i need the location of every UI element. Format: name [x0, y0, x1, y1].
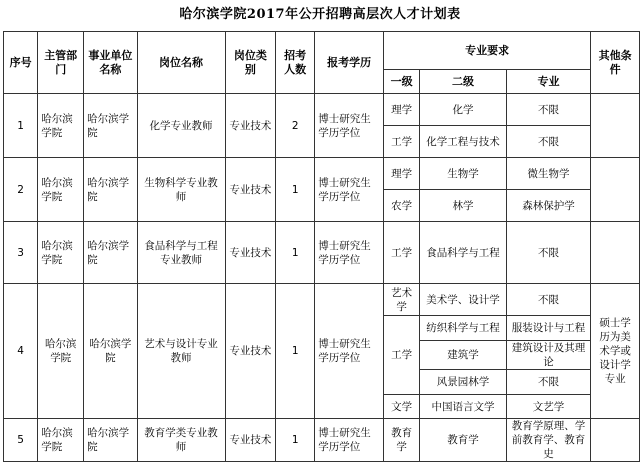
cell-major: 教育学原理、学前教育学、教育史	[506, 419, 591, 462]
header-category: 岗位类别	[225, 32, 276, 94]
cell-level2: 建筑学	[420, 341, 506, 370]
cell-seq: 5	[4, 419, 38, 462]
header-other: 其他条件	[591, 32, 640, 94]
header-unit: 事业单位名称	[84, 32, 137, 94]
cell-seq: 1	[4, 94, 38, 158]
cell-dept: 哈尔滨学院	[38, 419, 84, 462]
cell-count: 1	[276, 222, 315, 284]
cell-other	[591, 419, 640, 462]
header-seq: 序号	[4, 32, 38, 94]
cell-level1: 农学	[384, 190, 420, 222]
header-count: 招考人数	[276, 32, 315, 94]
cell-level2: 中国语言文学	[420, 395, 506, 419]
cell-education: 博士研究生学历学位	[315, 419, 384, 462]
cell-count: 1	[276, 284, 315, 419]
table-row	[4, 419, 640, 462]
table-row	[4, 222, 640, 284]
cell-unit: 哈尔滨学院	[84, 222, 137, 284]
cell-level2: 教育学	[420, 419, 506, 462]
cell-seq: 2	[4, 158, 38, 222]
cell-major: 文艺学	[506, 395, 591, 419]
cell-category: 专业技术	[225, 158, 276, 222]
cell-level1: 艺术学	[384, 284, 420, 316]
cell-position: 生物科学专业教师	[137, 158, 225, 222]
cell-level1: 教育学	[384, 419, 420, 462]
recruitment-table	[3, 31, 640, 462]
cell-level2: 化学	[420, 94, 506, 126]
cell-major: 微生物学	[506, 158, 591, 190]
cell-dept: 哈尔滨学院	[38, 284, 84, 419]
cell-count: 2	[276, 94, 315, 158]
cell-other	[591, 94, 640, 158]
cell-major: 不限	[506, 126, 591, 158]
cell-level2: 化学工程与技术	[420, 126, 506, 158]
header-level1: 一级	[384, 70, 420, 94]
cell-seq: 4	[4, 284, 38, 419]
cell-dept: 哈尔滨学院	[38, 94, 84, 158]
header-row	[4, 32, 640, 70]
cell-category: 专业技术	[225, 419, 276, 462]
header-position: 岗位名称	[137, 32, 225, 94]
cell-dept: 哈尔滨学院	[38, 158, 84, 222]
cell-level2: 食品科学与工程	[420, 222, 506, 284]
header-education: 报考学历	[315, 32, 384, 94]
cell-major: 服装设计与工程	[506, 316, 591, 341]
cell-dept: 哈尔滨学院	[38, 222, 84, 284]
header-major: 专业	[506, 70, 591, 94]
cell-category: 专业技术	[225, 222, 276, 284]
cell-major: 森林保护学	[506, 190, 591, 222]
cell-major: 不限	[506, 284, 591, 316]
cell-education: 博士研究生学历学位	[315, 284, 384, 419]
cell-major: 不限	[506, 94, 591, 126]
header-level2: 二级	[420, 70, 506, 94]
cell-position: 教育学类专业教师	[137, 419, 225, 462]
cell-level1: 理学	[384, 94, 420, 126]
cell-other: 硕士学历为美术学或设计学专业	[591, 284, 640, 419]
cell-position: 食品科学与工程专业教师	[137, 222, 225, 284]
cell-count: 1	[276, 158, 315, 222]
table-row	[4, 284, 640, 316]
table-row	[4, 94, 640, 126]
cell-education: 博士研究生学历学位	[315, 94, 384, 158]
cell-level2: 林学	[420, 190, 506, 222]
cell-unit: 哈尔滨学院	[84, 158, 137, 222]
cell-other	[591, 158, 640, 222]
cell-unit: 哈尔滨学院	[84, 94, 137, 158]
cell-unit: 哈尔滨学院	[84, 284, 137, 419]
cell-level1: 工学	[384, 222, 420, 284]
header-major-req: 专业要求	[384, 32, 591, 70]
cell-position: 化学专业教师	[137, 94, 225, 158]
cell-unit: 哈尔滨学院	[84, 419, 137, 462]
cell-position: 艺术与设计专业教师	[137, 284, 225, 419]
page-title: 哈尔滨学院2017年公开招聘高层次人才计划表	[179, 7, 461, 22]
cell-level1: 理学	[384, 158, 420, 190]
table-row	[4, 158, 640, 190]
cell-education: 博士研究生学历学位	[315, 158, 384, 222]
cell-education: 博士研究生学历学位	[315, 222, 384, 284]
cell-category: 专业技术	[225, 94, 276, 158]
cell-level2: 风景园林学	[420, 370, 506, 395]
header-dept: 主管部门	[38, 32, 84, 94]
cell-major: 建筑设计及其理论	[506, 341, 591, 370]
cell-category: 专业技术	[225, 284, 276, 419]
cell-major: 不限	[506, 370, 591, 395]
cell-other	[591, 222, 640, 284]
cell-level1: 工学	[384, 316, 420, 395]
cell-seq: 3	[4, 222, 38, 284]
cell-count: 1	[276, 419, 315, 462]
cell-level2: 美术学、设计学	[420, 284, 506, 316]
cell-major: 不限	[506, 222, 591, 284]
cell-level2: 生物学	[420, 158, 506, 190]
cell-level1: 工学	[384, 126, 420, 158]
cell-level2: 纺织科学与工程	[420, 316, 506, 341]
cell-level1: 文学	[384, 395, 420, 419]
